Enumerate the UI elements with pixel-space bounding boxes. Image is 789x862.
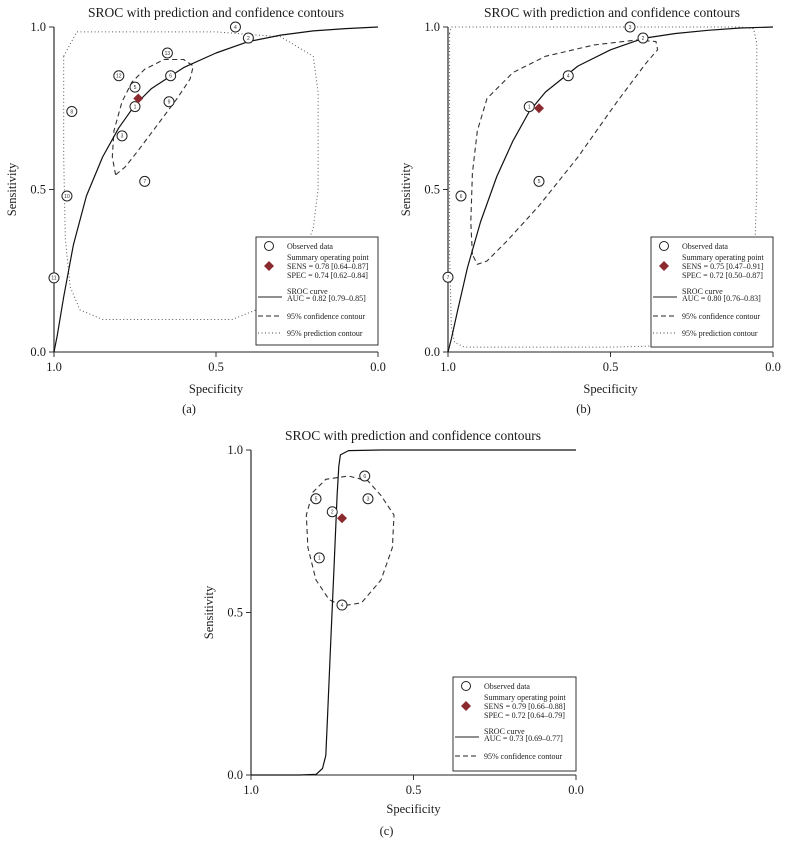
svg-text:8: 8 [70, 109, 74, 116]
observed-point [67, 107, 77, 117]
legend-auc-label: AUC = 0.80 [0.76–0.83] [682, 294, 761, 303]
x-axis-label: Specificity [583, 382, 638, 396]
svg-text:2: 2 [247, 35, 250, 42]
svg-text:3: 3 [366, 496, 370, 503]
confidence-contour [112, 60, 193, 175]
legend-auc-label: AUC = 0.82 [0.79–0.85] [287, 294, 366, 303]
observed-point [337, 600, 347, 610]
legend-summary-sens: SENS = 0.75 [0.47–0.91] [682, 262, 764, 271]
observed-point [443, 272, 453, 282]
observed-point [625, 22, 635, 32]
legend-confidence-label: 95% confidence contour [484, 752, 563, 761]
x-axis-label: Specificity [188, 382, 244, 396]
y-tick-label: 0.0 [424, 345, 440, 359]
svg-text:5: 5 [133, 84, 137, 91]
legend-confidence-label: 95% confidence contour [287, 312, 366, 321]
y-tick-label: 0.0 [30, 345, 46, 359]
observed-point [166, 71, 176, 81]
x-tick-label: 0.0 [765, 360, 781, 374]
legend-sroc-label: SROC curve [287, 287, 328, 296]
y-tick-label: 1.0 [30, 20, 46, 34]
x-axis-label: Specificity [386, 802, 441, 816]
panel-label: (c) [379, 824, 394, 838]
y-tick-label: 0.5 [30, 182, 46, 197]
y-axis-label: Sensitivity [399, 162, 413, 217]
x-tick-label: 0.5 [405, 783, 422, 797]
summary-point-diamond [337, 513, 347, 523]
legend-summary-summary_title: Summary operating point [484, 693, 566, 702]
legend-observed-icon [660, 242, 669, 251]
legend-summary-spec: SPEC = 0.72 [0.50–0.87] [682, 271, 763, 280]
x-tick-label: 0.0 [370, 360, 386, 374]
svg-text:1: 1 [133, 104, 137, 111]
svg-text:2: 2 [330, 509, 334, 516]
svg-text:5: 5 [537, 179, 541, 186]
x-tick-label: 0.5 [602, 360, 619, 374]
legend-summary-summary_title: Summary operating point [682, 253, 764, 262]
svg-text:7: 7 [446, 275, 450, 282]
observed-point [311, 494, 321, 504]
legend-sroc-label: SROC curve [682, 287, 723, 296]
y-axis-label: Sensitivity [202, 585, 216, 640]
legend [651, 237, 773, 347]
observed-point [117, 131, 127, 141]
svg-text:11: 11 [51, 275, 57, 282]
y-tick-label: 0.0 [227, 768, 243, 782]
svg-text:2: 2 [641, 35, 645, 42]
svg-text:5: 5 [314, 496, 318, 503]
legend-summary-sens: SENS = 0.79 [0.66–0.88] [484, 702, 566, 711]
x-tick-label: 1.0 [46, 360, 62, 374]
legend-sroc-label: SROC curve [484, 727, 525, 736]
observed-point [243, 33, 253, 43]
svg-text:10: 10 [64, 193, 70, 200]
chart-panel-1 [5, 5, 386, 416]
legend [453, 677, 576, 771]
svg-text:6: 6 [363, 473, 367, 480]
legend-summary-spec: SPEC = 0.72 [0.64–0.79] [484, 711, 565, 720]
svg-text:3: 3 [120, 133, 124, 140]
legend-observed-icon [462, 682, 471, 691]
observed-point [327, 507, 337, 517]
legend-observed-label: Observed data [287, 242, 333, 251]
x-tick-label: 0.0 [568, 783, 584, 797]
observed-point [49, 273, 59, 283]
chart-panel-3 [202, 428, 584, 838]
observed-point [314, 553, 324, 563]
y-tick-label: 1.0 [227, 443, 243, 457]
legend-observed-icon [265, 242, 274, 251]
observed-point [360, 471, 370, 481]
legend-summary-summary_title: Summary operating point [287, 253, 369, 262]
panel-label: (a) [182, 402, 196, 416]
chart-title: SROC with prediction and confidence contours [87, 5, 345, 20]
svg-text:6: 6 [459, 193, 463, 200]
legend-observed-label: Observed data [682, 242, 728, 251]
observed-point [456, 191, 466, 201]
observed-point [114, 71, 124, 81]
observed-point [62, 191, 72, 201]
observed-point [363, 494, 373, 504]
svg-text:12: 12 [116, 73, 122, 80]
legend-auc-label: AUC = 0.73 [0.69–0.77] [484, 734, 563, 743]
svg-text:9: 9 [167, 99, 171, 106]
observed-point [638, 33, 648, 43]
legend-confidence-label: 95% confidence contour [682, 312, 761, 321]
chart-panel-2 [399, 5, 781, 416]
svg-text:3: 3 [628, 24, 632, 31]
svg-text:1: 1 [317, 555, 321, 562]
y-tick-label: 0.5 [424, 182, 440, 197]
svg-text:4: 4 [234, 24, 237, 31]
legend [256, 237, 378, 345]
observed-point [164, 97, 174, 107]
x-tick-label: 0.5 [208, 360, 224, 374]
svg-text:6: 6 [169, 73, 173, 80]
observed-point [162, 48, 172, 58]
observed-point [230, 22, 240, 32]
svg-text:13: 13 [164, 50, 171, 57]
x-tick-label: 1.0 [243, 783, 259, 797]
svg-text:7: 7 [143, 179, 147, 186]
y-tick-label: 1.0 [424, 20, 440, 34]
x-tick-label: 1.0 [440, 360, 456, 374]
chart-title: SROC with prediction and confidence contours [483, 5, 741, 20]
y-tick-label: 0.5 [227, 605, 243, 620]
svg-text:1: 1 [527, 104, 531, 111]
svg-text:4: 4 [566, 73, 570, 80]
observed-point [140, 176, 150, 186]
legend-observed-label: Observed data [484, 682, 530, 691]
chart-title: SROC with prediction and confidence contours [284, 428, 542, 443]
svg-text:4: 4 [340, 602, 344, 609]
legend-summary-spec: SPEC = 0.74 [0.62–0.84] [287, 271, 368, 280]
observed-point [524, 102, 534, 112]
legend-prediction-label: 95% prediction contour [682, 329, 758, 338]
legend-prediction-label: 95% prediction contour [287, 329, 363, 338]
observed-point [563, 71, 573, 81]
observed-point [130, 82, 140, 92]
y-axis-label: Sensitivity [5, 162, 19, 217]
observed-point [534, 176, 544, 186]
legend-summary-sens: SENS = 0.78 [0.64–0.87] [287, 262, 369, 271]
panel-label: (b) [576, 402, 591, 416]
